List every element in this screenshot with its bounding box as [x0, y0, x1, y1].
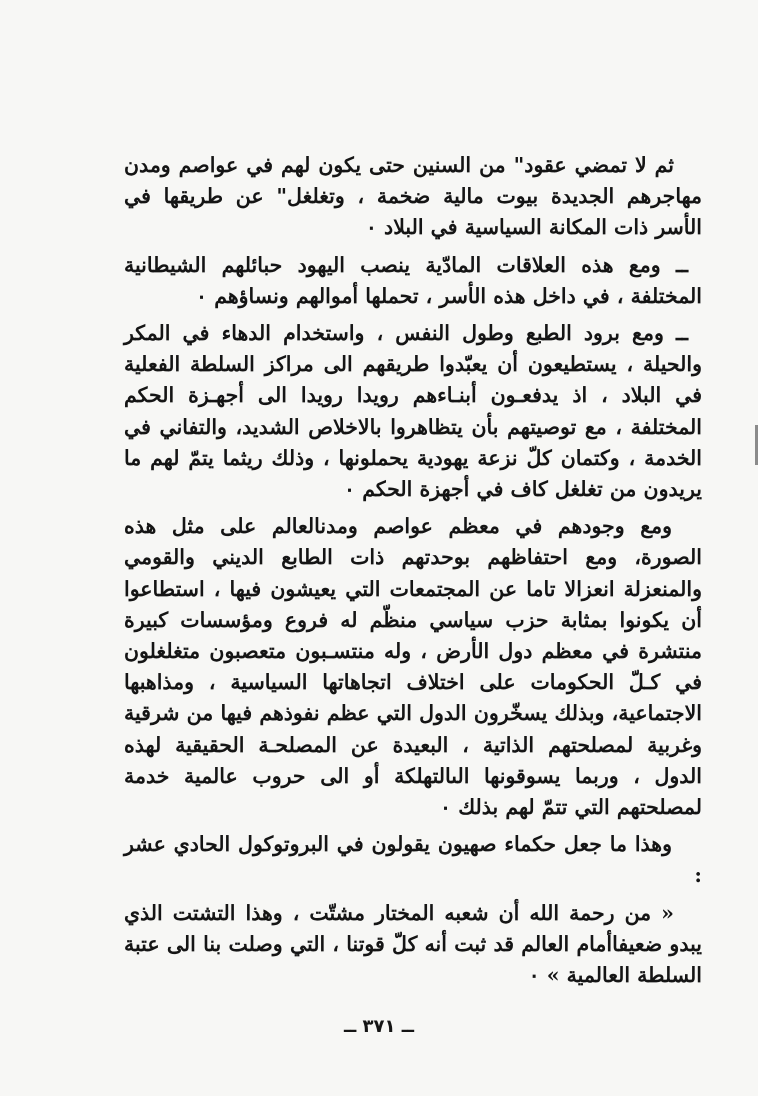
paragraph-5: وهذا ما جعل حكماء صهيون يقولون في البروتوكول الحادي عشر : — [124, 832, 702, 888]
paragraph-2: ــ ومع هذه العلاقات المادّية ينصب اليهود حبائلهم الشيطانية المختلفة ، في داخل هذه الأسر ، تحملها أموالهم ونساؤهم ٠ — [124, 252, 702, 308]
paragraph-6-quote: « من رحمة الله أن شعبه المختار مشتّت ، وهذا التشتت الذي يبدو ضعيفاأمام العالم قد ثبت أنه كلّ قوتنا ، التي وصلت بنا الى عتبة السلطة العالمية » ٠ — [124, 900, 702, 988]
paragraph-3: ــ ومع برود الطبع وطول النفس ، واستخدام الدهاء في المكر والحيلة ، يستطيعون أن يعبّدوا طريقهم الى مراكز السلطة الفعلية في البلاد ، اذ يدفعـون أبنـاءهم رويدا رويدا الى أجهـزة الحكم المختلفة ، مع توصيتهم بأن يتظاهروا بالاخلاص الشديد، والتفاني في الخدمة ، وكتمان كلّ نزعة يهودية يحملونها ، وذلك ريثما يتمّ لهم ما يريدون من تغلغل كاف في أجهزة الحكم ٠ — [124, 321, 702, 502]
paragraph-4: ومع وجودهم في معظم عواصم ومدنالعالم على مثل هذه الصورة، ومع احتفاظهم بوحدتهم ذات الطابع الديني والقومي والمنعزلة انعزالا تاما عن المجتمعات التي يعيشون فيها ، استطاعوا أن يكونوا بمثابة حزب سياسي منظّم له فروع ومؤسسات كبيرة منتشرة في معظم دول الأرض ، وله منتسـبون متعصبون متغلغلون في كـلّ الحكومات على اختلاف اتجاهاتها السياسية ، ومذاهبها الاجتماعية، وبذلك يسخّرون الدول التي عظم نفوذهم فيها من شرقية وغربية لمصلحتهم الذاتية ، البعيدة عن المصلحـة الحقيقية لهذه الدول ، وربما يسوقونها الىالتهلكة أو الى حروب عالمية خدمة لمصلحتهم التي تتمّ لهم بذلك ٠ — [124, 514, 702, 820]
paragraph-1: ثم لا تمضي عقود" من السنين حتى يكون لهم في عواصم ومدن مهاجرهم الجديدة بيوت مالية ضخمة ، وتغلغل" عن طريقها في الأسر ذات المكانة السياسية في البلاد ٠ — [124, 153, 702, 240]
body-text — [124, 150, 702, 991]
page-number: ــ ٣٧١ ــ — [343, 1016, 415, 1037]
